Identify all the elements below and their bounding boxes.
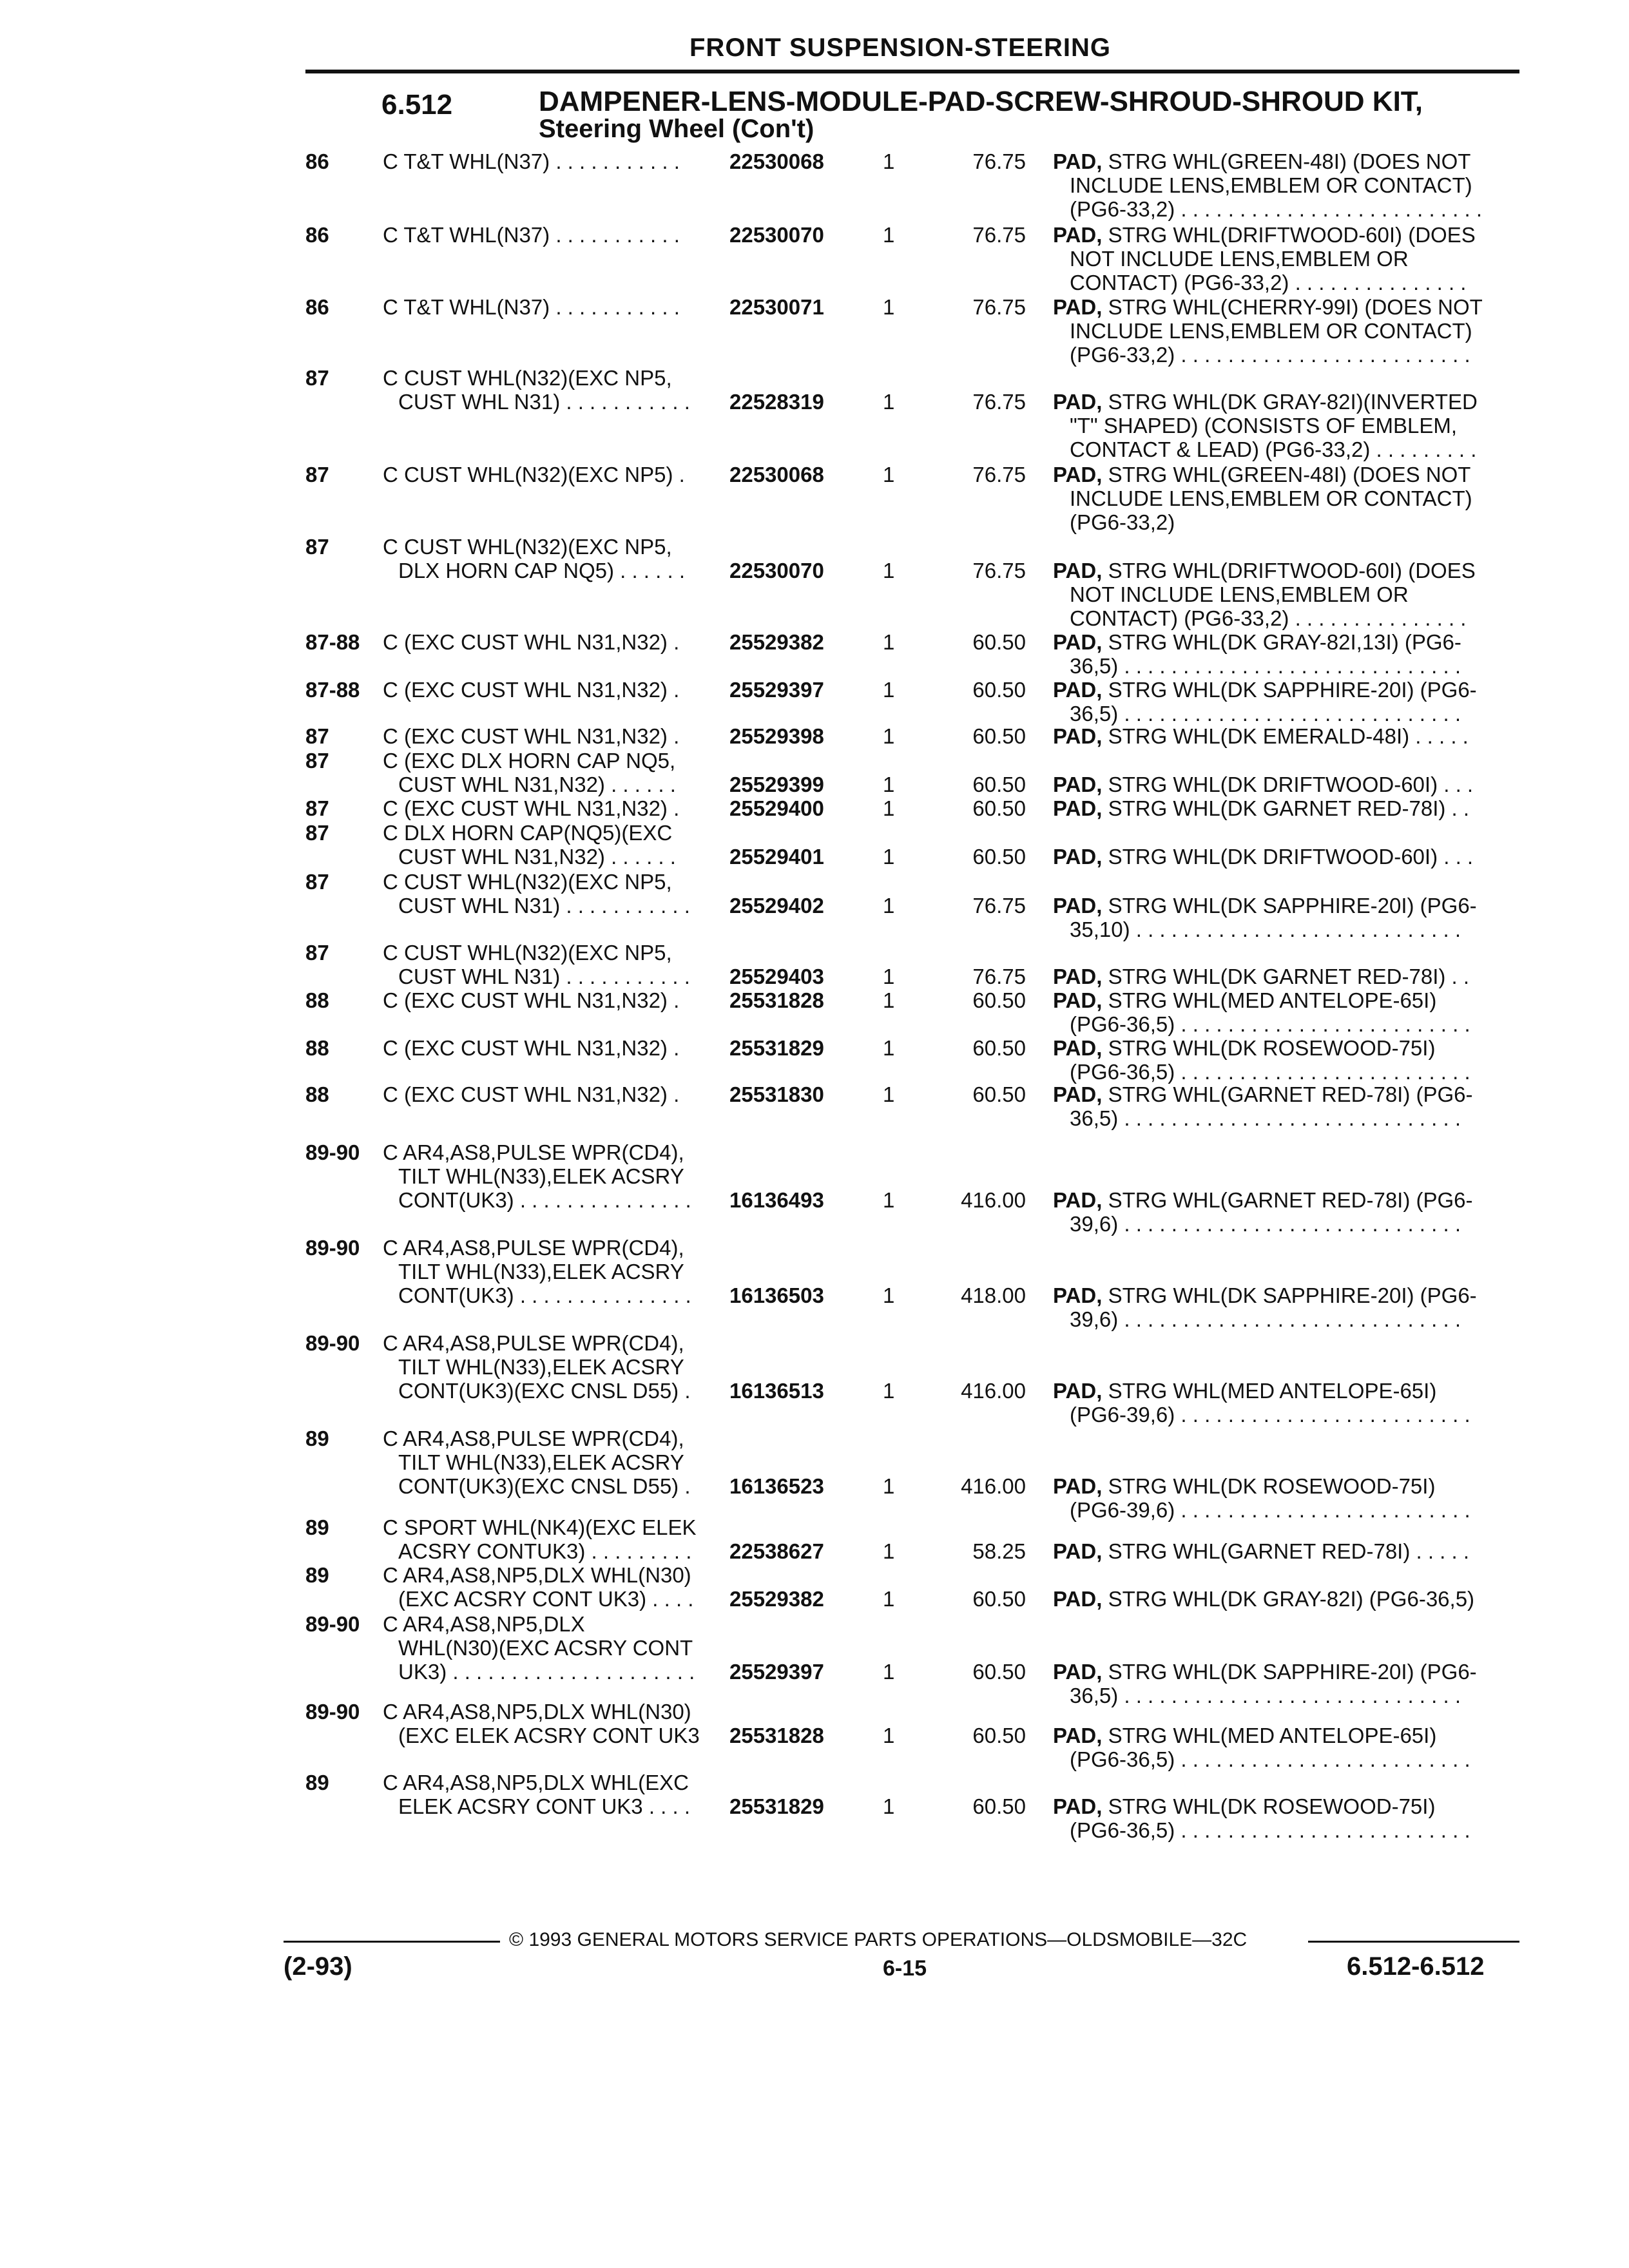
row-ref-number: 87 <box>305 821 329 845</box>
row-part-number: 25529382 <box>729 1587 824 1611</box>
description-line: C AR4,AS8,PULSE WPR(CD4), <box>383 1140 684 1164</box>
row-part-number: 22530068 <box>729 463 824 486</box>
part-name-line: PAD, STRG WHL(DRIFTWOOD-60I) (DOES <box>1053 223 1476 247</box>
row-description <box>383 1427 691 1498</box>
row-description <box>383 724 679 748</box>
part-name-line: PAD, STRG WHL(DK EMERALD-48I) . . . . . <box>1053 724 1469 748</box>
row-ref-number: 87 <box>305 796 329 820</box>
description-line: C SPORT WHL(NK4)(EXC ELEK <box>383 1515 697 1539</box>
row-description <box>383 1140 691 1212</box>
part-name-line: PAD, STRG WHL(DK ROSEWOOD-75I) <box>1053 1794 1436 1818</box>
header-rule <box>305 70 1519 73</box>
row-part-number: 25529403 <box>729 965 824 988</box>
row-description <box>383 1082 679 1106</box>
description-line: C CUST WHL(N32)(EXC NP5, <box>383 870 672 894</box>
row-ref-number: 87 <box>305 366 329 390</box>
row-part-name <box>1053 845 1473 869</box>
part-name-line: PAD, STRG WHL(DK GRAY-82I)(INVERTED <box>1053 390 1478 414</box>
row-part-name <box>1053 1724 1470 1771</box>
row-price: 60.50 <box>972 1660 1026 1684</box>
row-quantity: 1 <box>883 223 895 247</box>
row-quantity: 1 <box>883 1539 895 1563</box>
part-name-line: 36,5) . . . . . . . . . . . . . . . . . . . . . . . . . . . . . <box>1070 702 1461 726</box>
row-description <box>383 821 676 869</box>
row-part-name <box>1053 295 1483 367</box>
row-quantity: 1 <box>883 678 895 702</box>
description-line: CUST WHL N31) . . . . . . . . . . . <box>398 894 690 918</box>
row-price: 76.75 <box>972 894 1026 918</box>
description-line: CONT(UK3) . . . . . . . . . . . . . . . <box>398 1283 691 1307</box>
row-part-number: 25529400 <box>729 796 824 820</box>
part-name-line: PAD, STRG WHL(GREEN-48I) (DOES NOT <box>1053 149 1471 173</box>
part-name-line: (PG6-33,2) . . . . . . . . . . . . . . . . . . . . . . . . . <box>1070 343 1470 367</box>
footer-rule-left <box>284 1941 500 1943</box>
part-name-line: PAD, STRG WHL(DK SAPPHIRE-20I) (PG6- <box>1053 1283 1477 1307</box>
row-ref-number: 86 <box>305 149 329 173</box>
footer-rule-right <box>1308 1941 1519 1943</box>
part-name-line: PAD, STRG WHL(DK SAPPHIRE-20I) (PG6- <box>1053 894 1477 918</box>
row-part-number: 22530071 <box>729 295 824 319</box>
row-part-number: 25529402 <box>729 894 824 918</box>
part-name-line: PAD, STRG WHL(DK GRAY-82I,13I) (PG6- <box>1053 630 1461 654</box>
part-name-line: PAD, STRG WHL(DK GRAY-82I) (PG6-36,5) <box>1053 1587 1475 1611</box>
part-name-line: CONTACT) (PG6-33,2) . . . . . . . . . . . . . . . <box>1070 606 1467 630</box>
row-description <box>383 870 690 918</box>
description-line: C CUST WHL(N32)(EXC NP5, <box>383 535 672 559</box>
part-name-line: CONTACT) (PG6-33,2) . . . . . . . . . . . . . . . <box>1070 271 1467 294</box>
description-line: (EXC ACSRY CONT UK3) . . . . <box>398 1587 694 1611</box>
row-quantity: 1 <box>883 1724 895 1747</box>
row-quantity: 1 <box>883 1474 895 1498</box>
row-price: 76.75 <box>972 463 1026 486</box>
description-line: C AR4,AS8,NP5,DLX <box>383 1612 585 1636</box>
description-line: C AR4,AS8,NP5,DLX WHL(N30) <box>383 1563 691 1587</box>
part-name-line: PAD, STRG WHL(GARNET RED-78I) (PG6- <box>1053 1188 1473 1212</box>
part-name-line: NOT INCLUDE LENS,EMBLEM OR <box>1070 247 1409 271</box>
row-quantity: 1 <box>883 1188 895 1212</box>
description-line: DLX HORN CAP NQ5) . . . . . . <box>398 559 685 582</box>
row-part-number: 22530070 <box>729 559 824 582</box>
part-name-line: PAD, STRG WHL(GARNET RED-78I) . . . . . <box>1053 1539 1470 1563</box>
description-line: C (EXC CUST WHL N31,N32) . <box>383 724 680 748</box>
description-line: C (EXC CUST WHL N31,N32) . <box>383 1082 680 1106</box>
row-part-number: 22538627 <box>729 1539 824 1563</box>
part-name-line: CONTACT & LEAD) (PG6-33,2) . . . . . . . . . <box>1070 437 1477 461</box>
row-part-number: 25531828 <box>729 988 824 1012</box>
page-header-title: FRONT SUSPENSION-STEERING <box>689 34 1111 62</box>
row-price: 60.50 <box>972 773 1026 796</box>
part-name-line: PAD, STRG WHL(DK ROSEWOOD-75I) <box>1053 1474 1436 1498</box>
row-ref-number: 87-88 <box>305 678 360 702</box>
part-name-line: (PG6-36,5) . . . . . . . . . . . . . . . . . . . . . . . . . <box>1070 1060 1470 1084</box>
part-name-line: INCLUDE LENS,EMBLEM OR CONTACT) <box>1070 486 1472 510</box>
row-price: 60.50 <box>972 845 1026 869</box>
part-name-line: NOT INCLUDE LENS,EMBLEM OR <box>1070 582 1409 606</box>
row-part-name <box>1053 1474 1470 1522</box>
footer-section-range: 6.512-6.512 <box>1347 1952 1485 1981</box>
row-part-name <box>1053 1036 1470 1084</box>
part-name-line: PAD, STRG WHL(DK DRIFTWOOD-60I) . . . <box>1053 845 1474 869</box>
row-description <box>383 149 680 173</box>
part-name-line: (PG6-33,2) <box>1070 510 1175 534</box>
description-line: C AR4,AS8,NP5,DLX WHL(EXC <box>383 1771 689 1794</box>
description-line: C AR4,AS8,NP5,DLX WHL(N30) <box>383 1700 691 1724</box>
row-ref-number: 86 <box>305 295 329 319</box>
description-line: C (EXC DLX HORN CAP NQ5, <box>383 749 676 773</box>
part-name-line: (PG6-39,6) . . . . . . . . . . . . . . . . . . . . . . . . . <box>1070 1498 1470 1522</box>
row-part-number: 16136523 <box>729 1474 824 1498</box>
part-name-line: PAD, STRG WHL(DK SAPPHIRE-20I) (PG6- <box>1053 678 1477 702</box>
row-description <box>383 535 685 582</box>
row-quantity: 1 <box>883 630 895 654</box>
part-name-line: PAD, STRG WHL(CHERRY-99I) (DOES NOT <box>1053 295 1483 319</box>
description-line: C (EXC CUST WHL N31,N32) . <box>383 630 680 654</box>
row-part-number: 25531830 <box>729 1082 824 1106</box>
row-price: 60.50 <box>972 1036 1026 1060</box>
row-description <box>383 749 676 796</box>
row-part-name <box>1053 1794 1470 1842</box>
row-part-number: 25529382 <box>729 630 824 654</box>
description-line: CONT(UK3)(EXC CNSL D55) . <box>398 1379 691 1403</box>
row-part-name <box>1053 678 1477 726</box>
section-title: DAMPENER-LENS-MODULE-PAD-SCREW-SHROUD-SHROUD KIT, <box>539 86 1423 117</box>
row-part-name <box>1053 223 1476 294</box>
part-name-line: PAD, STRG WHL(DK SAPPHIRE-20I) (PG6- <box>1053 1660 1477 1684</box>
row-part-number: 25531829 <box>729 1794 824 1818</box>
row-price: 76.75 <box>972 149 1026 173</box>
row-quantity: 1 <box>883 390 895 414</box>
row-part-name <box>1053 463 1472 534</box>
part-name-line: (PG6-36,5) . . . . . . . . . . . . . . . . . . . . . . . . . <box>1070 1747 1470 1771</box>
description-line: ACSRY CONTUK3) . . . . . . . . . <box>398 1539 692 1563</box>
row-price: 416.00 <box>961 1379 1026 1403</box>
description-line: C DLX HORN CAP(NQ5)(EXC <box>383 821 673 845</box>
row-part-number: 25529397 <box>729 1660 824 1684</box>
description-line: TILT WHL(N33),ELEK ACSRY <box>398 1355 684 1379</box>
footer-copyright: © 1993 GENERAL MOTORS SERVICE PARTS OPERATIONS—OLDSMOBILE—32C <box>509 1929 1248 1950</box>
row-price: 76.75 <box>972 223 1026 247</box>
description-line: (EXC ELEK ACSRY CONT UK3 <box>398 1724 700 1747</box>
row-price: 60.50 <box>972 678 1026 702</box>
row-part-number: 25529399 <box>729 773 824 796</box>
part-name-line: PAD, STRG WHL(DK DRIFTWOOD-60I) . . . <box>1053 773 1474 796</box>
part-name-line: 36,5) . . . . . . . . . . . . . . . . . . . . . . . . . . . . . <box>1070 1106 1461 1130</box>
row-ref-number: 87-88 <box>305 630 360 654</box>
row-ref-number: 88 <box>305 988 329 1012</box>
row-part-name <box>1053 724 1469 748</box>
row-price: 416.00 <box>961 1474 1026 1498</box>
row-part-number: 25531828 <box>729 1724 824 1747</box>
row-ref-number: 89-90 <box>305 1140 360 1164</box>
row-price: 60.50 <box>972 988 1026 1012</box>
description-line: C (EXC CUST WHL N31,N32) . <box>383 1036 680 1060</box>
description-line: CUST WHL N31,N32) . . . . . . <box>398 845 676 869</box>
section-subtitle: Steering Wheel (Con't) <box>539 115 815 143</box>
row-ref-number: 87 <box>305 463 329 486</box>
row-quantity: 1 <box>883 463 895 486</box>
row-description <box>383 1515 697 1563</box>
row-description <box>383 630 679 654</box>
row-part-name <box>1053 1188 1473 1236</box>
description-line: C T&T WHL(N37) . . . . . . . . . . . <box>383 149 680 173</box>
row-description <box>383 366 690 414</box>
row-description <box>383 1700 700 1747</box>
footer-date-code: (2-93) <box>284 1952 352 1981</box>
description-line: C T&T WHL(N37) . . . . . . . . . . . <box>383 223 680 247</box>
row-part-name <box>1053 894 1477 941</box>
row-description <box>383 1036 679 1060</box>
row-quantity: 1 <box>883 988 895 1012</box>
row-ref-number: 89-90 <box>305 1612 360 1636</box>
row-description <box>383 295 680 319</box>
part-name-line: PAD, STRG WHL(DK ROSEWOOD-75I) <box>1053 1036 1436 1060</box>
row-price: 60.50 <box>972 724 1026 748</box>
row-ref-number: 89 <box>305 1515 329 1539</box>
part-name-line: (PG6-33,2) . . . . . . . . . . . . . . . . . . . . . . . . . . <box>1070 197 1482 221</box>
row-price: 60.50 <box>972 1082 1026 1106</box>
row-ref-number: 86 <box>305 223 329 247</box>
part-name-line: PAD, STRG WHL(DK GARNET RED-78I) . . <box>1053 796 1470 820</box>
row-quantity: 1 <box>883 559 895 582</box>
row-part-number: 25529397 <box>729 678 824 702</box>
description-line: TILT WHL(N33),ELEK ACSRY <box>398 1260 684 1283</box>
description-line: C (EXC CUST WHL N31,N32) . <box>383 678 680 702</box>
row-quantity: 1 <box>883 1283 895 1307</box>
row-part-number: 22528319 <box>729 390 824 414</box>
row-price: 418.00 <box>961 1283 1026 1307</box>
description-line: C AR4,AS8,PULSE WPR(CD4), <box>383 1427 684 1450</box>
row-part-number: 25531829 <box>729 1036 824 1060</box>
description-line: CUST WHL N31) . . . . . . . . . . . <box>398 965 690 988</box>
row-description <box>383 1771 690 1818</box>
part-name-line: 36,5) . . . . . . . . . . . . . . . . . . . . . . . . . . . . . <box>1070 654 1461 678</box>
row-quantity: 1 <box>883 1794 895 1818</box>
section-number: 6.512 <box>381 89 453 120</box>
footer-page-number: 6-15 <box>883 1956 927 1981</box>
row-part-name <box>1053 773 1473 796</box>
description-line: C (EXC CUST WHL N31,N32) . <box>383 988 680 1012</box>
row-quantity: 1 <box>883 149 895 173</box>
row-part-name <box>1053 390 1478 461</box>
row-description <box>383 223 680 247</box>
row-price: 76.75 <box>972 559 1026 582</box>
row-description <box>383 796 679 820</box>
row-part-name <box>1053 1587 1474 1611</box>
row-price: 58.25 <box>972 1539 1026 1563</box>
row-price: 416.00 <box>961 1188 1026 1212</box>
row-quantity: 1 <box>883 965 895 988</box>
description-line: WHL(N30)(EXC ACSRY CONT <box>398 1636 693 1660</box>
row-ref-number: 87 <box>305 870 329 894</box>
part-name-line: 35,10) . . . . . . . . . . . . . . . . . . . . . . . . . . . . <box>1070 918 1461 941</box>
part-name-line: PAD, STRG WHL(MED ANTELOPE-65I) <box>1053 988 1437 1012</box>
row-description <box>383 463 685 486</box>
row-part-name <box>1053 965 1469 988</box>
row-price: 60.50 <box>972 630 1026 654</box>
row-ref-number: 87 <box>305 749 329 773</box>
row-description <box>383 941 690 988</box>
description-line: CUST WHL N31,N32) . . . . . . <box>398 773 676 796</box>
row-description <box>383 1236 691 1307</box>
description-line: C T&T WHL(N37) . . . . . . . . . . . <box>383 295 680 319</box>
row-part-number: 22530068 <box>729 149 824 173</box>
row-quantity: 1 <box>883 295 895 319</box>
part-name-line: PAD, STRG WHL(GREEN-48I) (DOES NOT <box>1053 463 1471 486</box>
description-line: C CUST WHL(N32)(EXC NP5) . <box>383 463 685 486</box>
row-part-number: 25529401 <box>729 845 824 869</box>
row-part-name <box>1053 1660 1477 1707</box>
part-name-line: PAD, STRG WHL(DK GARNET RED-78I) . . <box>1053 965 1470 988</box>
row-part-name <box>1053 796 1469 820</box>
description-line: C (EXC CUST WHL N31,N32) . <box>383 796 680 820</box>
row-quantity: 1 <box>883 1082 895 1106</box>
row-description <box>383 1612 695 1684</box>
row-ref-number: 89 <box>305 1427 329 1450</box>
description-line: C AR4,AS8,PULSE WPR(CD4), <box>383 1236 684 1260</box>
description-line: CONT(UK3)(EXC CNSL D55) . <box>398 1474 691 1498</box>
description-line: UK3) . . . . . . . . . . . . . . . . . . . . . <box>398 1660 695 1684</box>
row-price: 60.50 <box>972 1587 1026 1611</box>
row-quantity: 1 <box>883 796 895 820</box>
row-part-name <box>1053 1539 1469 1563</box>
row-part-name <box>1053 1379 1470 1427</box>
row-quantity: 1 <box>883 773 895 796</box>
row-part-name <box>1053 559 1476 630</box>
row-ref-number: 87 <box>305 535 329 559</box>
part-name-line: 36,5) . . . . . . . . . . . . . . . . . . . . . . . . . . . . . <box>1070 1684 1461 1707</box>
part-name-line: (PG6-36,5) . . . . . . . . . . . . . . . . . . . . . . . . . <box>1070 1818 1470 1842</box>
row-ref-number: 87 <box>305 941 329 965</box>
row-quantity: 1 <box>883 1660 895 1684</box>
row-ref-number: 88 <box>305 1036 329 1060</box>
row-part-number: 22530070 <box>729 223 824 247</box>
row-ref-number: 89-90 <box>305 1236 360 1260</box>
row-description <box>383 1563 693 1611</box>
description-line: C CUST WHL(N32)(EXC NP5, <box>383 941 672 965</box>
row-ref-number: 89-90 <box>305 1331 360 1355</box>
row-ref-number: 89 <box>305 1771 329 1794</box>
row-quantity: 1 <box>883 845 895 869</box>
part-name-line: INCLUDE LENS,EMBLEM OR CONTACT) <box>1070 173 1472 197</box>
row-part-name <box>1053 988 1470 1036</box>
part-name-line: PAD, STRG WHL(MED ANTELOPE-65I) <box>1053 1379 1437 1403</box>
row-price: 76.75 <box>972 295 1026 319</box>
row-quantity: 1 <box>883 1036 895 1060</box>
part-name-line: (PG6-39,6) . . . . . . . . . . . . . . . . . . . . . . . . . <box>1070 1403 1470 1427</box>
row-quantity: 1 <box>883 1379 895 1403</box>
row-price: 76.75 <box>972 390 1026 414</box>
row-part-name <box>1053 1082 1473 1130</box>
part-name-line: "T" SHAPED) (CONSISTS OF EMBLEM, <box>1070 414 1457 437</box>
description-line: C CUST WHL(N32)(EXC NP5, <box>383 366 672 390</box>
row-part-number: 16136513 <box>729 1379 824 1403</box>
description-line: ELEK ACSRY CONT UK3 . . . . <box>398 1794 691 1818</box>
part-name-line: 39,6) . . . . . . . . . . . . . . . . . . . . . . . . . . . . . <box>1070 1212 1461 1236</box>
part-name-line: 39,6) . . . . . . . . . . . . . . . . . . . . . . . . . . . . . <box>1070 1307 1461 1331</box>
row-quantity: 1 <box>883 724 895 748</box>
row-price: 60.50 <box>972 1724 1026 1747</box>
row-ref-number: 89-90 <box>305 1700 360 1724</box>
row-price: 60.50 <box>972 1794 1026 1818</box>
part-name-line: PAD, STRG WHL(MED ANTELOPE-65I) <box>1053 1724 1437 1747</box>
row-price: 76.75 <box>972 965 1026 988</box>
row-part-number: 25529398 <box>729 724 824 748</box>
description-line: CONT(UK3) . . . . . . . . . . . . . . . <box>398 1188 691 1212</box>
row-part-number: 16136503 <box>729 1283 824 1307</box>
row-ref-number: 87 <box>305 724 329 748</box>
row-description <box>383 678 679 702</box>
part-name-line: PAD, STRG WHL(DRIFTWOOD-60I) (DOES <box>1053 559 1476 582</box>
row-part-number: 16136493 <box>729 1188 824 1212</box>
description-line: TILT WHL(N33),ELEK ACSRY <box>398 1450 684 1474</box>
description-line: C AR4,AS8,PULSE WPR(CD4), <box>383 1331 684 1355</box>
description-line: CUST WHL N31) . . . . . . . . . . . <box>398 390 690 414</box>
part-name-line: INCLUDE LENS,EMBLEM OR CONTACT) <box>1070 319 1472 343</box>
row-description <box>383 1331 691 1403</box>
row-part-name <box>1053 630 1461 678</box>
row-ref-number: 88 <box>305 1082 329 1106</box>
row-description <box>383 988 679 1012</box>
part-name-line: (PG6-36,5) . . . . . . . . . . . . . . . . . . . . . . . . . <box>1070 1012 1470 1036</box>
row-quantity: 1 <box>883 1587 895 1611</box>
row-price: 60.50 <box>972 796 1026 820</box>
row-quantity: 1 <box>883 894 895 918</box>
row-part-name <box>1053 1283 1477 1331</box>
row-part-name <box>1053 149 1482 221</box>
description-line: TILT WHL(N33),ELEK ACSRY <box>398 1164 684 1188</box>
part-name-line: PAD, STRG WHL(GARNET RED-78I) (PG6- <box>1053 1082 1473 1106</box>
row-ref-number: 89 <box>305 1563 329 1587</box>
